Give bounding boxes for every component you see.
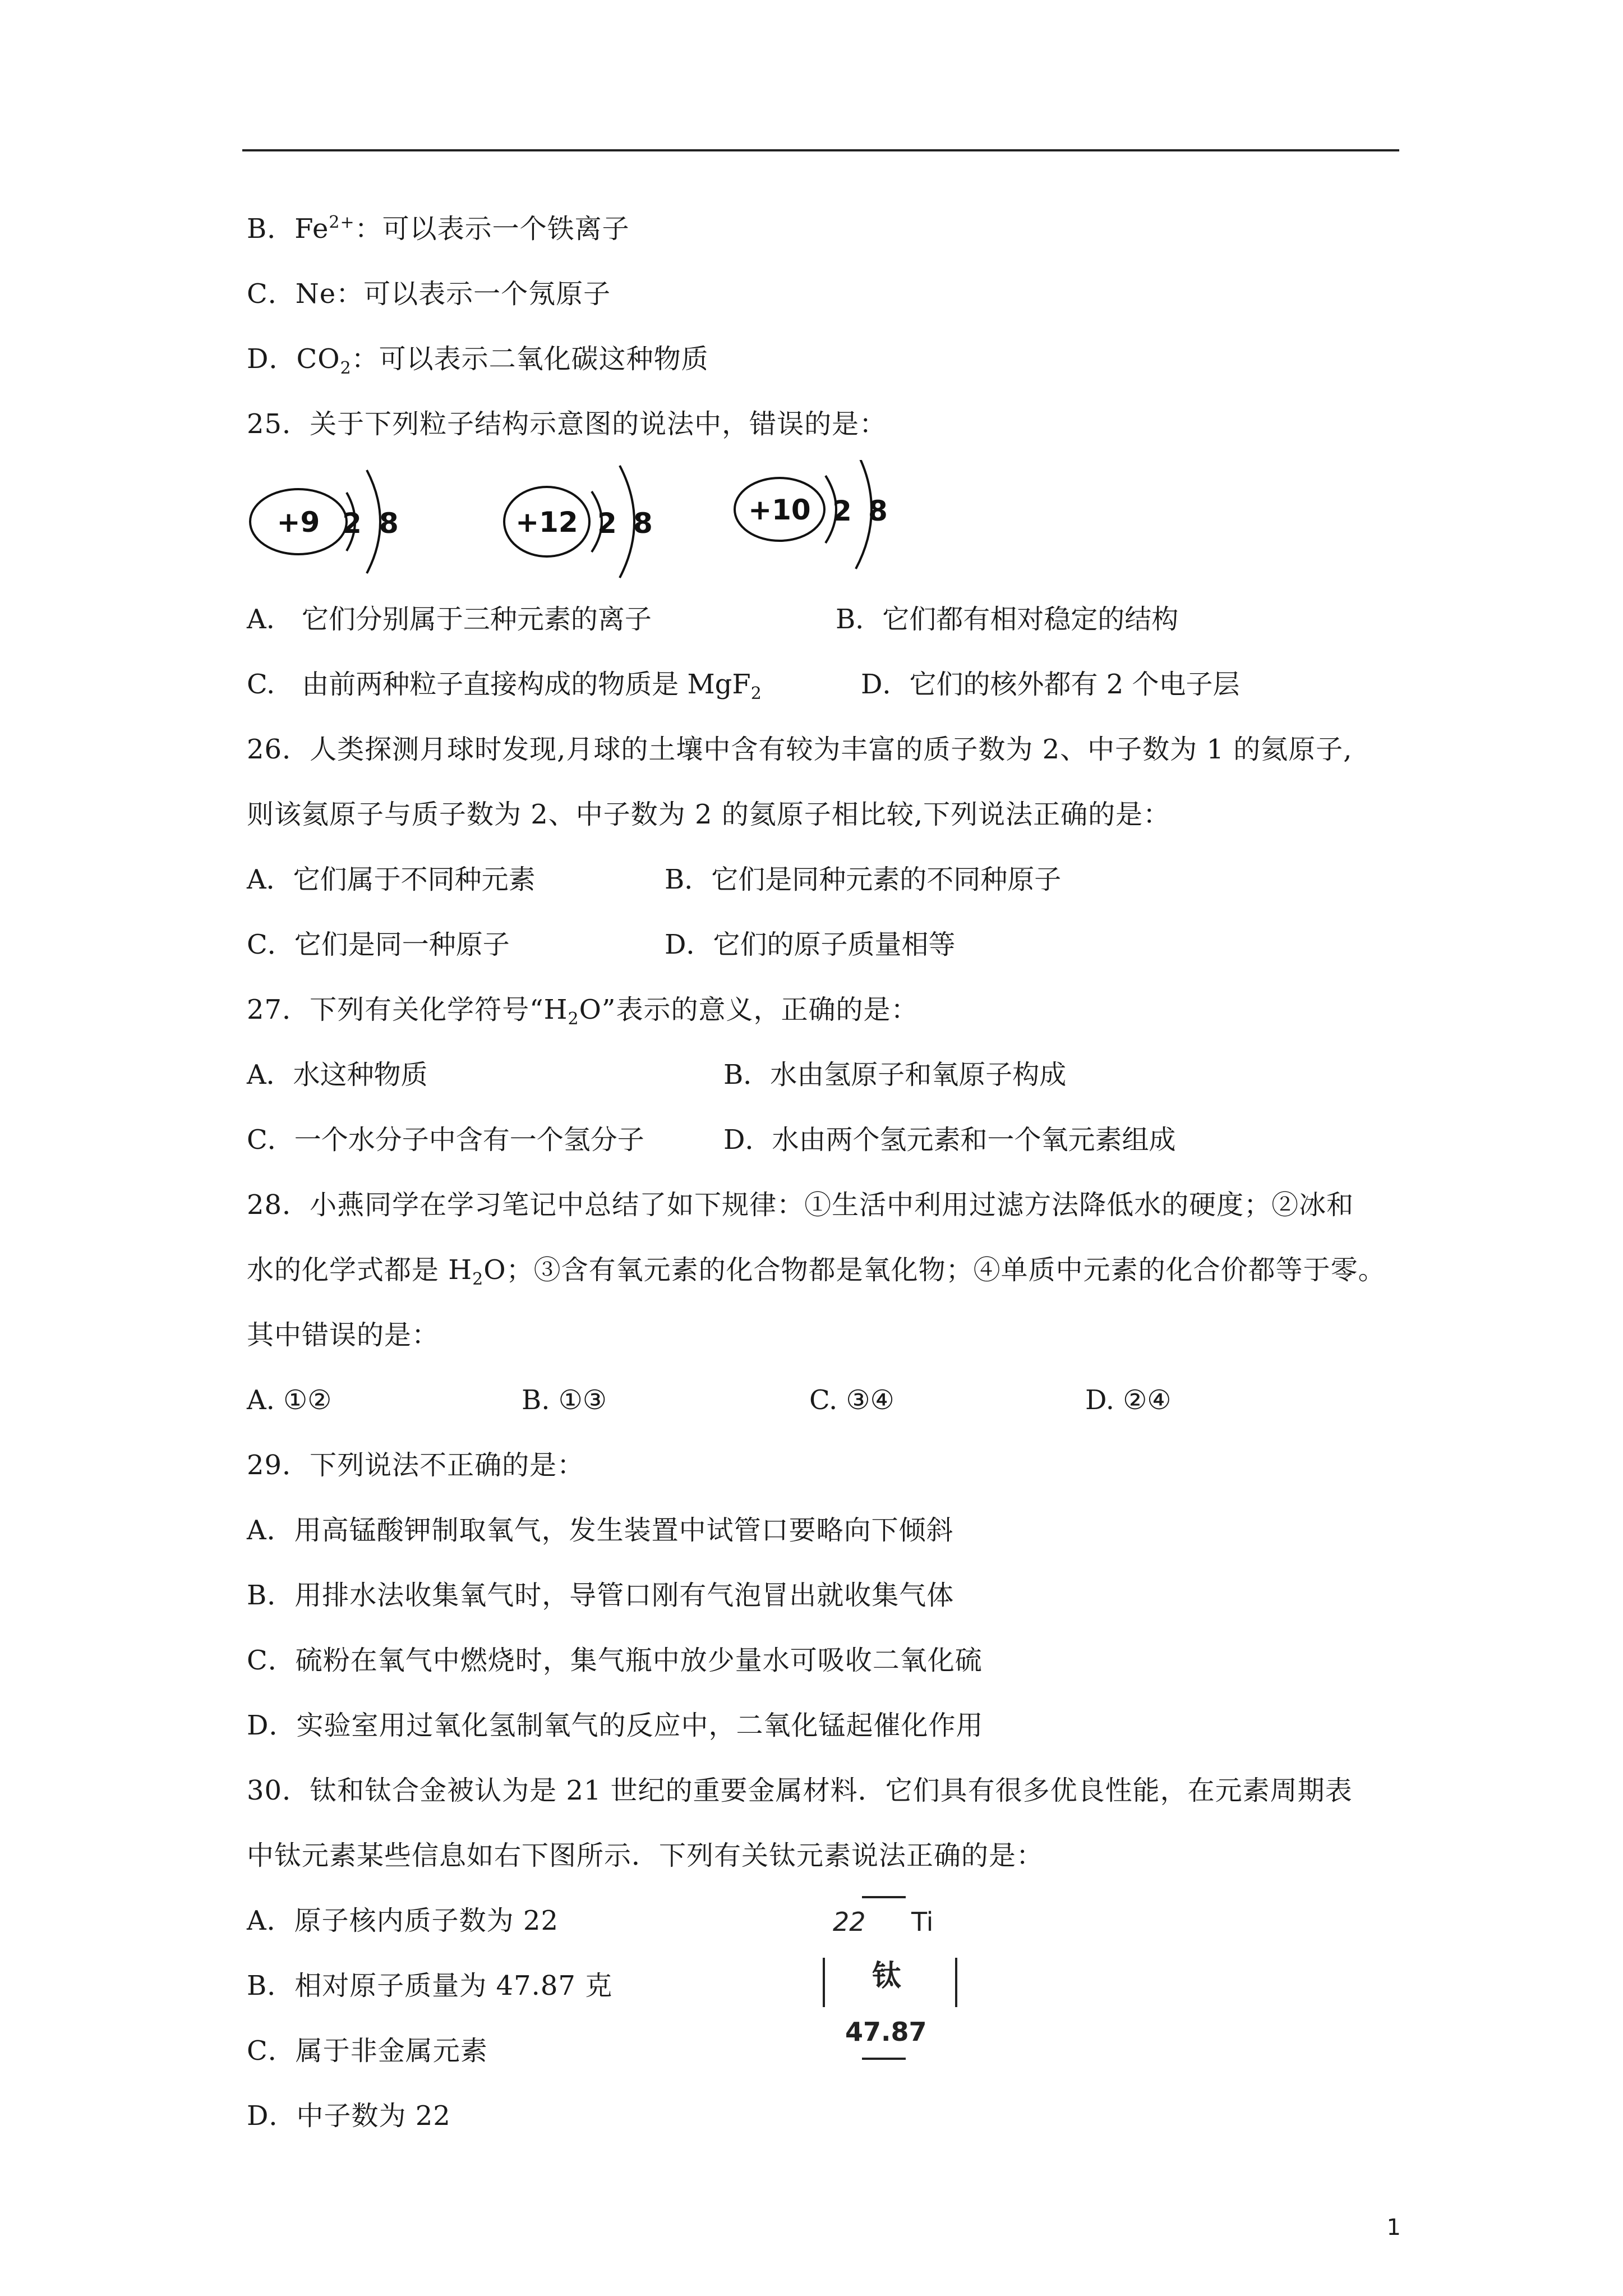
shell-2-label: 8	[633, 507, 653, 540]
q30-option-b: B．相对原子质量为 47.87 克	[247, 1970, 613, 2001]
q27-option-b: B．水由氢原子和氧原子构成	[723, 1059, 1067, 1091]
q26-stem-2: 则该氦原子与质子数为 2、中子数为 2 的氦原子相比较,下列说法正确的是：	[247, 799, 1171, 830]
q27-stem: 27．下列有关化学符号“$H_2O$”表示的意义，正确的是：	[247, 994, 919, 1029]
atomic-mass: 47.87	[845, 2017, 927, 2047]
page-number: 1	[1386, 2215, 1401, 2240]
q27-option-d: D．水由两个氢元素和一个氧元素组成	[723, 1124, 1176, 1156]
nucleus-label: +9	[276, 506, 320, 539]
atomic-number: 22	[833, 1907, 866, 1937]
q27-option-a: A．水这种物质	[247, 1059, 428, 1091]
q28-option-a: A. ①②	[247, 1384, 332, 1416]
q28-option-d: D. ②④	[1085, 1384, 1172, 1416]
element-name: 钛	[872, 1959, 902, 1993]
q29-stem: 29．下列说法不正确的是：	[247, 1450, 585, 1481]
q26-stem-1: 26．人类探测月球时发现,月球的土壤中含有较为丰富的质子数为 2、中子数为 1 的氦原子,	[247, 734, 1353, 765]
q30-stem-2: 中钛元素某些信息如右下图所示．下列有关钛元素说法正确的是：	[247, 1840, 1044, 1871]
q30-stem-1: 30．钛和钛合金被认为是 21 世纪的重要金属材料．它们具有很多优良性能，在元素周期表	[247, 1775, 1353, 1806]
shell-2-label: 8	[868, 495, 888, 527]
particle-3	[735, 460, 888, 569]
particle-1	[250, 470, 399, 573]
q26-option-c: C．它们是同一种原子	[247, 929, 510, 960]
q30-option-a: A．原子核内质子数为 22	[247, 1905, 559, 1936]
q26-option-a: A．它们属于不同种元素	[247, 864, 536, 895]
shell-2-label: 8	[379, 507, 399, 540]
q29-option-c: C．硫粉在氧气中燃烧时，集气瓶中放少量水可吸收二氧化硫	[247, 1645, 983, 1676]
q28-stem-2: 水的化学式都是 $H_2O$；③含有氧元素的化合物都是氧化物；④单质中元素的化合价都等于零。	[247, 1254, 1386, 1289]
nucleus-label: +10	[748, 494, 811, 526]
q28-stem-3: 其中错误的是：	[247, 1319, 440, 1351]
q29-option-d: D．实验室用过氧化氢制氧气的反应中，二氧化锰起催化作用	[247, 1710, 984, 1741]
q29-option-b: B．用排水法收集氧气时，导管口刚有气泡冒出就收集气体	[247, 1580, 955, 1611]
q25-option-c: C. 由前两种粒子直接构成的物质是 MgF$_2$	[247, 669, 762, 703]
option-c-ne: C．Ne：可以表示一个氖原子	[247, 278, 611, 310]
q26-option-d: D．它们的原子质量相等	[665, 929, 956, 960]
shell-1-label: 2	[597, 507, 617, 540]
q28-option-c: C. ③④	[809, 1384, 895, 1416]
titanium-element-tile	[816, 1890, 962, 2070]
q28-stem-1: 28．小燕同学在学习笔记中总结了如下规律：①生活中利用过滤方法降低水的硬度；②冰和	[247, 1189, 1354, 1221]
shell-1-label: 2	[342, 507, 362, 540]
element-symbol: Ti	[911, 1907, 934, 1937]
q25-option-d: D．它们的核外都有 2 个电子层	[861, 669, 1240, 700]
q25-stem: 25．关于下列粒子结构示意图的说法中，错误的是：	[247, 408, 887, 440]
particle-2	[504, 466, 653, 578]
option-d-co2: D．$CO_2$：可以表示二氧化碳这种物质	[247, 343, 709, 378]
q27-option-c: C．一个水分子中含有一个氢分子	[247, 1124, 644, 1156]
q28-option-b: B. ①③	[522, 1384, 607, 1416]
shell-1-label: 2	[832, 495, 852, 527]
header-rule	[242, 149, 1399, 151]
q25-option-a: A. 它们分别属于三种元素的离子	[247, 604, 652, 635]
option-b-fe: B．$Fe^{2+}$：可以表示一个铁离子	[247, 213, 630, 245]
q29-option-a: A．用高锰酸钾制取氧气，发生装置中试管口要略向下倾斜	[247, 1515, 954, 1546]
particle-diagrams	[247, 460, 909, 583]
q30-option-d: D．中子数为 22	[247, 2100, 451, 2132]
nucleus-label: +12	[515, 506, 578, 539]
q25-option-b: B．它们都有相对稳定的结构	[836, 604, 1179, 635]
q26-option-b: B．它们是同种元素的不同种原子	[665, 864, 1062, 895]
q30-option-c: C．属于非金属元素	[247, 2035, 488, 2067]
